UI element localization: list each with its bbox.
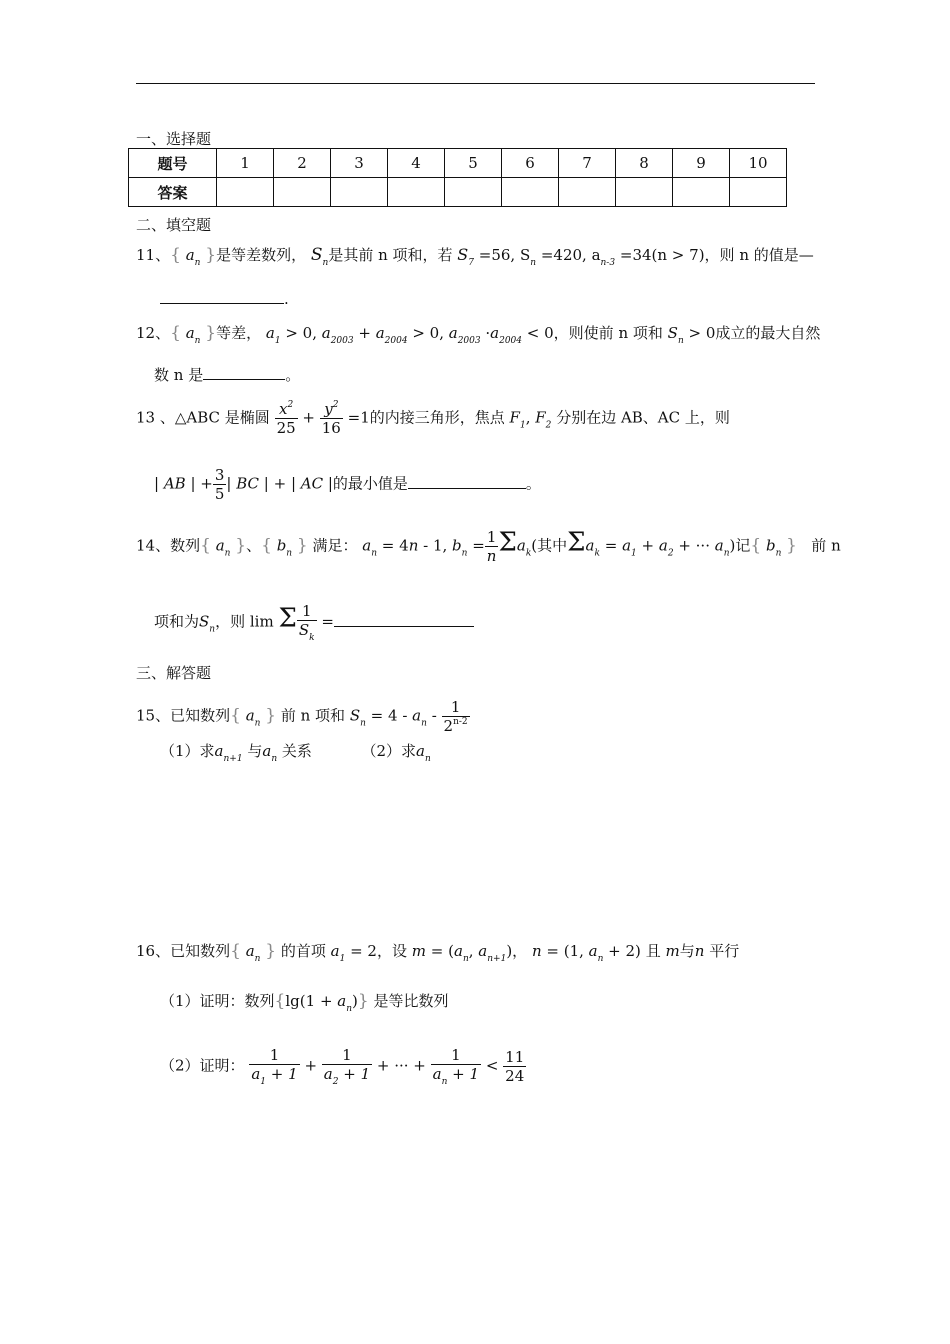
answer-cell[interactable] (559, 178, 616, 207)
question-16: 16、已知数列{ $a_n$ } 的首项 $a_1 = 2$，设 $m = (a_n$, $a_{n+1}$)， n = (1, $a_n + 2$) 且 m与n 平行 (136, 941, 740, 964)
table-row (129, 149, 787, 178)
table-cell: 1 (217, 149, 274, 178)
answer-cell[interactable] (445, 178, 502, 207)
question-12-cont: 数 n 是 。 (154, 366, 301, 384)
answer-cell[interactable] (331, 178, 388, 207)
section-fill-title: 二、填空题 (136, 216, 212, 234)
table-cell: 10 (730, 149, 787, 178)
answer-blank-12[interactable] (203, 379, 285, 380)
section-solve-title: 三、解答题 (136, 664, 212, 682)
question-12: 12、{ $a_n$ }等差， $a_1 > 0$, $a_{2003} + a_{2004} > 0$, $a_{2003} \cdot a_{2004} < 0$，则使前 n 项和 $S_n > 0$成立的最大自然 (136, 323, 821, 346)
question-15-parts: （1）求$a_{n+1}$ 与$a_n$ 关系 （2）求$a_n$ (160, 742, 431, 764)
table-cell: 9 (673, 149, 730, 178)
question-13-cont: | AB | + $\frac{3}{5}$ | BC | + | AC |的最小值是 。 (154, 466, 541, 503)
section-choice-title: 一、选择题 (136, 130, 212, 148)
answer-table (128, 148, 787, 207)
question-15: 15、已知数列{ $a_n$ } 前 n 项和 $S_n = 4 - a_n$ - $\frac{1}{2^{n-2}}$ (136, 698, 468, 735)
answer-cell[interactable] (217, 178, 274, 207)
answer-blank-11[interactable]: . (160, 290, 289, 308)
answer-blank-14[interactable] (334, 626, 474, 627)
table-cell: 5 (445, 149, 502, 178)
question-14: 14、数列{ $a_n$ }、{ $b_n$ } 满足： $a_n = 4n - 1$, $b_n$ = $\frac{1}{n}$ $\Sigma a_k$(其中$\Sigma a_k = a_1 + a_2$ + ··· $a_n$)记{ $b_n$ } 前 n (136, 527, 841, 565)
table-row (129, 178, 787, 207)
question-16-part1: （1）证明：数列$\{\lg(1 + a_n)\}$ 是等比数列 (160, 991, 449, 1014)
table-cell: 8 (616, 149, 673, 178)
header-rule (136, 83, 815, 84)
table-cell: 3 (331, 149, 388, 178)
table-cell: 2 (274, 149, 331, 178)
table-cell: 6 (502, 149, 559, 178)
table-cell: 4 (388, 149, 445, 178)
table-header-number: 题号 (129, 149, 217, 178)
table-cell: 7 (559, 149, 616, 178)
answer-cell[interactable] (616, 178, 673, 207)
answer-cell[interactable] (673, 178, 730, 207)
answer-blank-13[interactable] (408, 488, 526, 489)
question-number: 11、 (136, 246, 171, 264)
answer-cell[interactable] (502, 178, 559, 207)
table-header-answer: 答案 (129, 178, 217, 207)
question-16-part2: （2）证明： $\frac{1}{a_1 + 1}$ + $\frac{1}{a_2 + 1}$ + ··· + $\frac{1}{a_n + 1}$ < $\frac{11}{24}$ (160, 1046, 525, 1087)
question-13: 13 、△ABC 是椭圆 $\frac{x^2}{25}$ + $\frac{y^2}{16}$ =1的内接三角形，焦点 $F_1$, $F_2$ 分别在边 AB、AC 上，则 (136, 400, 730, 437)
answer-cell[interactable] (388, 178, 445, 207)
question-14-cont: 项和为$S_n$，则 lim Σ $\frac{1}{S_k}$ = (154, 602, 474, 643)
answer-cell[interactable] (730, 178, 787, 207)
answer-cell[interactable] (274, 178, 331, 207)
question-11: 11、{ $a_n$ }是等差数列， $S_n$是其前 n 项和，若 $S_7 =56$, $S_n =420$, $a_{n-3} =34(n > 7)$，则 n 的值是— (136, 245, 814, 268)
